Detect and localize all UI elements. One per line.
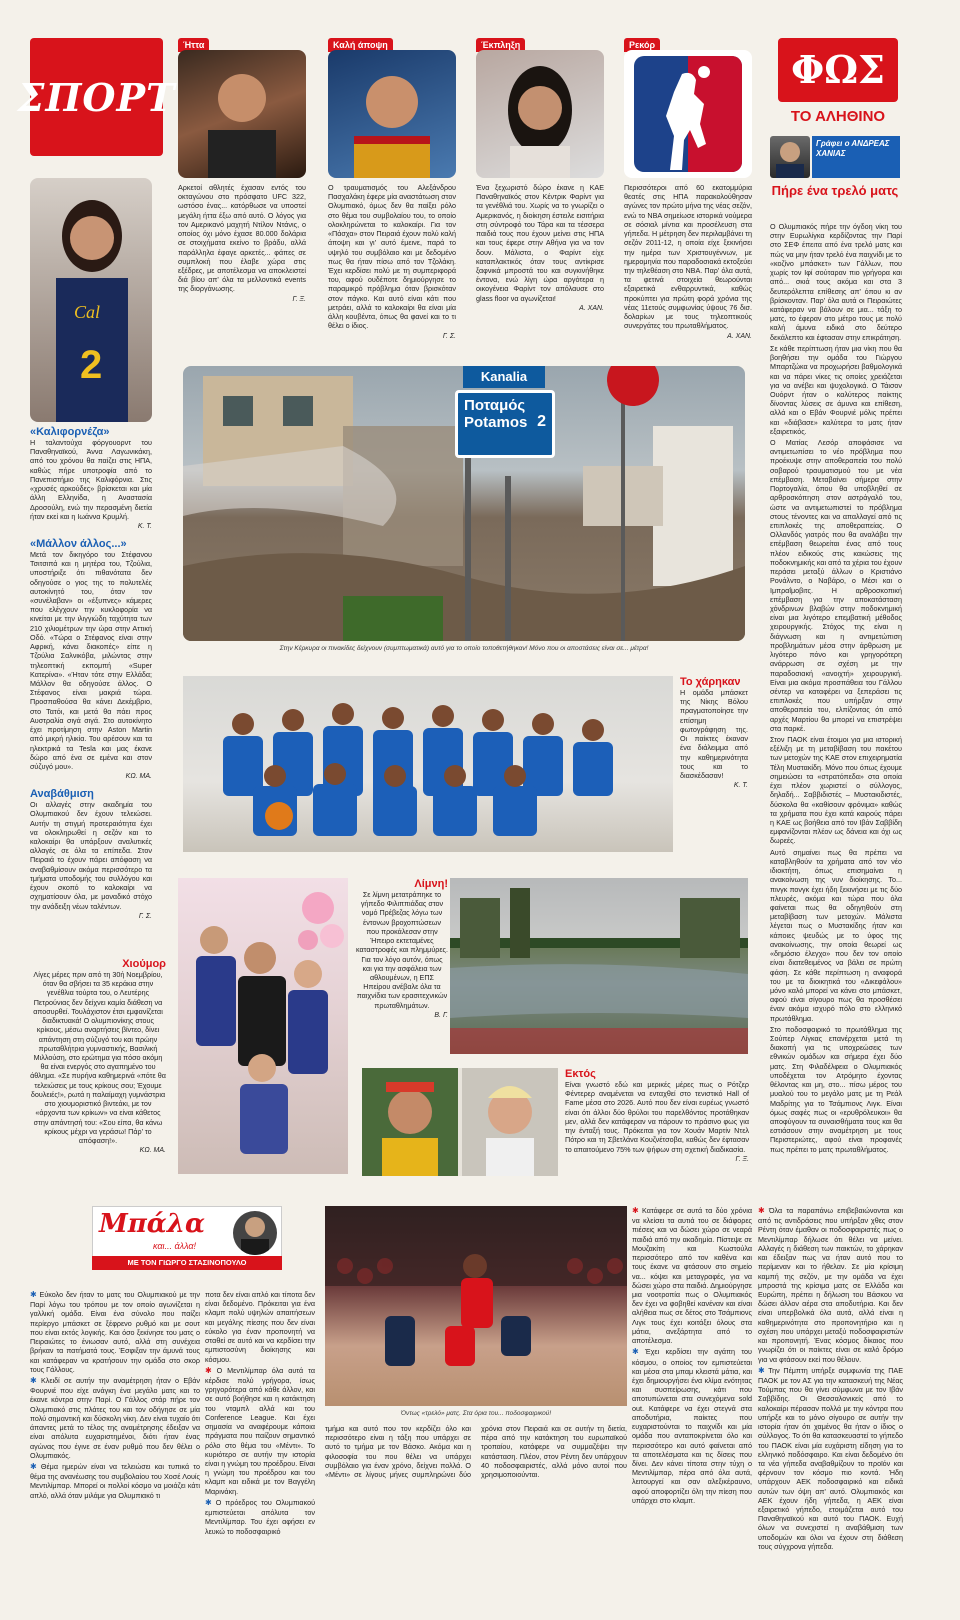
fos-subtitle: ΤΟ ΑΛΗΘΙΝΟ: [790, 108, 886, 125]
svg-text:2: 2: [80, 343, 103, 387]
article-htta: Αρκετοί αθλητές έχασαν εντός του οκταγώνου στο πρόσφατο UFC 322, ωστόσο ένας... κατόρθωσε να υποστεί μεγάλη ήττα έξω από αυτό. Ο λόγος για τον Αμερικανό μαχητή Ντίλον Ντάνις, ο οποίος όχι μόνο έχασε 80.000 δολάρια σε στοιχήματα εκείνο το βράδυ, αλλά παράλληλα έφαγε αρκετές... φάπες σε συμπλοκή που έλαβε χώρα στις εξέδρες, με αποτέλεσμα να αποκλειστεί διά βίου απ' όλα τα μελλοντικά events της διοργάνωσης. Γ. Ξ.: [178, 183, 306, 303]
mpala-col-3: τμήμα και αυτό που τον κερδίζει όλο και περισσότερο είναι η τάξη που υπάρχει σε αυτό το τμήμα με τον Βάσκο. Ακόμα και η φιλοσοφία του που θέλει να υπάρχει συμβόλαιο για έναν χρόνο, δείχνει πολλά. Ο «Μέντι» σε λίγους μήνες συμπληρώνει δύο χρόνια στον Πειραιά και σε αυτήν τη διετία, πέρα από την κατάκτηση του ευρωπαϊκού τροπαίου, κατάφερε να συμμαζέψει την κατάσταση. Πλέον, στον Ρέντη δεν υπάρχουν 40 ποδοσφαιριστές, αλλά μόνο αυτοί που χρησιμοποιούνται.: [325, 1424, 627, 1480]
road-sign-kanalia: Kanalia: [463, 366, 545, 388]
fos-logo: ΦΩΣ: [778, 38, 898, 102]
heading-charan: Το χάρηκαν: [680, 676, 741, 688]
heading-xioumor: Χιούμορ: [122, 958, 166, 970]
photo-delpotro-kuznetsova: [362, 1068, 558, 1176]
mpala-avatar: [233, 1211, 277, 1255]
photo-flood-corfu: [183, 366, 745, 641]
article-ektos: Είναι γνωστό εδώ και μερικές μέρες πως ο Ρότζερ Φέντερερ αναμένεται να ενταχθεί στο τενιστικό Hall of Fame μέσα στο 2026. Αυτό που δεν είναι ευρέως γνωστό είναι ότι άλλοι δύο θρύλοι του παρελθόντος προτάθηκαν μεν, αλλά δεν κατάφεραν να πάρουν το πράσινο φως για την ένταξή τους. Πρόκειται για τον Χουάν Μαρτίν Ντελ Πότρο και τη Σβετλάνα Κουζνέτσοβα, καθώς δεν έφτασαν το απαιτούμενο 75% των ψήφων στη σχετική διαδικασία. Γ. Ξ.: [565, 1080, 749, 1163]
heading-anavathmisi: Αναβάθμιση: [30, 788, 94, 801]
mpala-logo-text: Μπάλα: [99, 1209, 206, 1239]
xioumor-box: [30, 958, 166, 1156]
heading-kalifornesa: «Καλιφορνέζα»: [30, 426, 110, 438]
photo-olympiacos-paris: [325, 1206, 627, 1406]
article-charan: Η ομάδα μπάσκετ της Νίκης Βόλου πραγματοποίησε την επίσημη φωτογράφηση της. Οι παίκτες έκαναν ένα διάλειμμα από την καθημερινότητα τους και το διασκέδασαν! Κ. Τ.: [680, 688, 748, 790]
article-anavathmisi: Οι αλλαγές στην ακαδημία του Ολυμπιακού δεν έχουν τελειώσει. Αυτήν τη στιγμή προτεραιότητα έχει να ολοκληρωθεί η σεζόν και το καλοκαίρι θα υπάρξουν αναλυτικές αλλαγές σε όλα τα επίπεδα. Στον Πειραιά το έχουν πάρει απόφαση να αναβαθμίσουν ακόμα περισσότερο τα τμήματα υποδομής του συλλόγου και έχουν σκοπό το καλοκαίρι να σχηματίσουν όλα, με μοναδικό στόχο την ανάδειξη νέων ταλέντων. Γ. Σ.: [30, 800, 152, 920]
mpala-logo-sub: και... άλλα!: [153, 1241, 197, 1251]
tab-rekor: Ρεκόρ: [624, 38, 660, 52]
heading-ektos: Εκτός: [565, 1068, 596, 1080]
nba-logo: [624, 50, 752, 178]
left-col-text: [30, 426, 152, 922]
heading-mallon-allos: «Μάλλον άλλος...»: [30, 537, 127, 550]
photo-flooded-pitch: [450, 878, 748, 1054]
section-logo: ΣΠΟΡ Τ: [30, 38, 163, 156]
photo-team-volos: [183, 676, 673, 852]
article-xioumor: Λίγες μέρες πριν από τη 30ή Νοεμβρίου, όταν θα σβήσει τα 35 κεράκια στην γενέθλια τούρτα του, ο Λευτέρης Πετρούνιας δεν δείχνει καμία διάθεση να αποσυρθεί. Τουλάχιστον έτσι εμφανίζεται διαδικτυακά! Ο ολυμπιονίκης στους κρίκους, μέσω αναρτήσεις βίντεο, δίνει απάντηση στη σύζυγό του και πρώην πρωταθλήτρια γυμναστικής, Βασιλική Μιλλούση, στο ερώτημα για πόσο ακόμη θα είναι ενεργός στο αγαπημένο του άθλημα. «Σε πυρήνα καθημερινά «πότε θα τελειώσεις με τους κρίκους σου; Έχουμε δουλειές!», ρωτά η παλαίμαχη γυμνάστρια στο χιουμοριστικό βιντεάκι, με τον «άρχοντα των κρίκων» να είναι κάθετος στην απάντησή του: «Σου είπα, θα κάνω κρίκους μέχρι να γεράσω! Πάρ' το απόφαση!». ΚΩ. ΜΑ.: [30, 970, 166, 1155]
mpala-col-5: ✱ Όλα τα παραπάνω επιβεβαιώνονται και από τις αντιδράσεις που υπήρξαν χθες στον Ρέντη όταν έμαθαν οι ποδοσφαιριστές πως ο Μεντιλίμπαρ δήλωσε ότι θέλει να μείνει. Αλλαγές η διάθεση των παικτών, το χάρηκαν και έδειξαν πως να ήταν αυτό που το περίμεναν και το ήθελαν. Σε μία κρίσιμη καμπή της σεζόν, με την ομάδα να έχει μπροστά της κρίσιμα ματς σε Ελλάδα και Ευρώπη, πρέπει η δήλωση του Βάσκου να δώσει άλλον αέρα στα αποδυτήρια. Και δεν είναι υπερβολικά όλα αυτά, αλλά είναι η καθημερινότητα στο προπονητήριο και η σχέση που υπάρχει μεταξύ ποδοσφαιριστών και προπονητή. Ένας κόσμος δίκαιος που γνωρίζει ότι οι παίκτες είναι σε καλό δρόμο για να φτάσουν εκεί που θέλουν. ✱ Την Πέμπτη υπήρξε συμφωνία της ΠΑΕ ΠΑΟΚ με τον ΑΣ για την κατασκευή της Νέας Τούμπας που θα γίνει σύμφωνα με τον Ιβάν Σαββίδης. Οι Θεσσαλονικείς από το καλοκαίρι πέρασαν πολλά με την κόντρα που υπήρξε και το μόνο σίγουρο σε αυτήν την ιστορία ήταν ότι χαμένος θα ήταν ο ίδιος ο σύλλογος. Το ότι θα κατασκευαστεί το γήπεδο του ΠΑΟΚ είναι μία ευχάριστη είδηση για το ελληνικό ποδόσφαιρο. Και είναι δεδομένο ότι τα νέα γήπεδα αναβαθμίζουν το προϊόν και φέρνουν τον κόσμο πιο κοντά. Ήδη υπάρχουν ΑΕΚ ποδοσφαιρικό και ειδικά αυτών των όψη απ' αυτό. Ολυμπιακός και ΑΕΚ έχουν ήδη γήπεδα, η ΑΕΚ είναι εξαιρετικό γήπεδο, ετοιμάζεται αυτό του Παναθηναϊκού και αυτό του ΠΑΟΚ. Ευχή όλων να συνεχιστεί η αναβάθμιση των υποδομών και όλοι να έχουν στη διάθεση τους σύγχρονα γήπεδα.: [758, 1206, 904, 1551]
columnist-avatar: [770, 136, 810, 178]
article-kali-apopsi: Ο τραυματισμός του Αλεξάνδρου Πασχαλάκη έφερε μία αναστάτωση στον Ολυμπιακό, όμως δεν θα παίξει ρόλο στο θέμα του συμβολαίου του, το οποίο ολοκληρώνεται το καλοκαίρι. Για τον «Πάσχα» στον Πειραιά έχουν πολύ καλή άποψη και γι' αυτό έμεινε, παρά το υψηλό του συμβόλαιο και με δεδομένο πως θα ήταν πίσω από τον Τζολάκη. Έχει κερδίσει πολύ με τη συμπεριφορά του, αφού ουδέποτε δημιούργησε το παραμικρό πρόβλημα όταν βρισκόταν στον πάγκο. Και αυτό είναι κάτι που μετράει, αλλά το καλοκαίρι θα είναι μία άλλη κουβέντα, όπως θα φανεί και το τι θέλει ο ίδιος. Γ. Σ.: [328, 183, 456, 340]
mpala-col-1: ✱ Εύκολο δεν ήταν το ματς του Ολυμπιακού με την Παρί λόγω του τρόπου με τον οποίο αγωνίζεται η γαλλική ομάδα. Είναι ένα σύνολο που παίζει περίεργο μπάσκετ σε ξέφρενο ρυθμό και με σουτ που είναι εκτός λογικής. Και όσο ξεκίνησε του ματς ο Πειραιώτες το ένιωσαν αυτό, αλλά στη συνέχεια βρήκαν τα πατήματά τους. Έσφιξαν την άμυνά τους και κατάφεραν να κρατήσουν την ομάδα στο σκορ τους Γάλλους. ✱ Κλειδί σε αυτήν την αναμέτρηση ήταν ο Εβάν Φουρνιέ που είχε ανάγκη ένα μεγάλο ματς και το έκανε κόντρα στην Παρί. Ο Γάλλος στάρ πήρε τον Ολυμπιακό στις πλάτες του και τον οδήγησε σε μία πολύ σημαντική και δύσκολη νίκη. Δεν είναι τυχαίο ότι άπαντες μετά το τέλος της αναμέτρησης έδειξαν να είναι απόλυτα ευχαριστημένοι, διότι ήταν ένας αγώνας που έγινε σε έναν ρυθμό που δεν θέλει ο Ολυμπιακός. ✱ Θέμα ημερών είναι να τελειώσει και τυπικά το θέμα της ανανέωσης του συμβολαίου του Χοσέ Λουίς Μεντιλίμπαρ. Μπορεί οι πολλοί κόσμο να μοιάζει κάτι απλό, αλλά όταν μιλάμε για Ολυμπιακό τι: [30, 1290, 201, 1500]
mpala-byline: ΜΕ ΤΟΝ ΓΙΩΡΓΟ ΣΤΑΣΙΝΟΠΟΥΛΟ: [92, 1256, 282, 1270]
fos-article-body: Ο Ολυμπιακός πήρε την όγδοη νίκη του στην Ευρωλίγκα κερδίζοντας την Παρί στο ΣΕΦ έπειτα από ένα τρελό ματς και πώς να μην ήταν τρελό ένα παιχνίδι με το «κοζίνο μπάσκετ» των Γάλλων, που χωρίς τον Ιφί σούταραν πιο γρήγορα και από... σκιά τους ακόμα και στα 3 δευτερόλεπτα επίθεσης απ' όπου κι αν βρίσκονταν. Παρ' όλα αυτά οι Πειραιώτες κατάφεραν να βάλουν σε μια... τάξη το ματς, το έφεραν στο μέτρο τους με πολύ καλή άμυνα ειδικά στο δεύτερο δεκάλεπτο και έφτασαν στην επικράτηση. Σε κάθε περίπτωση ήταν μια νίκη που θα βοηθήσει την ομάδα του Γιώργου Μπαρτζώκα να προχωρήσει βαθμολογικά και να πάρει νίκες τις οποίες χρειάζεται για να ανέβει και ψυχολογικά. Ο Τάισον Ουόρντ ήταν ο καλύτερος παίκτης δίνοντας λύσεις σε άμυνα και επίθεση, αλλά και ο Εβάν Φουρνιέ μόλις πρέπει και «διάβασε» καλύτερα το ματς ήταν εξαιρετικός. Ο Ματίας Λεσόρ αποφάσισε να αντιμετωπίσει το νέο πρόβλημα που προέκυψε στην αποθεραπεία του πολύ σοβαρού τραυματισμού του με νέα επέμβαση. Μεταβαίνει σήμερα στην Πορτογαλία, όπου θα υποβληθεί σε αρθροσκόπηση στον αστράγαλό του, ώστε να αντιμετωπιστεί το πρόβλημα στους τένοντες και να απαλλαγεί από τις επιπλοκές της αποθεραπείας. Ο Ολλανδός γιατρός που θα αναλάβει την επέμβαση θεωρείται ένας από τους πλέον ειδικούς στις κακώσεις της ποδοκνημικής και από τα χέρια του έχουν περάσει μεταξύ άλλων ο Κριστιάνο Ρονάλντο, ο Ναβάρο, ο Μέσι και ο Ιμπραΐμοβιτς. Η αρθροσκοπική επέμβαση για την αποκατάσταση χόνδρινων βλαβών στην ποδοκνημική είναι μια λιγότερο επεμβατική μέθοδος χειρουργικής. Στόχος της είναι η διάγνωση και η αντιμετώπιση προβλημάτων μέσα στην άρθρωση με λιγότερο πόνο και γρηγορότερη ανάρρωση σε σχέση με την παραδοσιακή «ανοιχτή» χειρουργική. Είναι μια ακόμα προσπάθεια του Γάλλου σέντερ να καταφέρει να ξεπεράσει τις επιπλοκές που υπήρξαν στην αποθεραπεία του, ελπίζοντας ότι από αρχές Μαρτίου θα μπορεί να επιστρέψει στα παρκέ. Στον ΠΑΟΚ είναι έτοιμοι για μια ιστορική εξέλιξη με τη μεταβίβαση του πακέτου των μετοχών της ΚΑΕ στον επιχειρηματία Τέλη Μυστακίδη. Μόνο που όπως έχουμε σημειώσει τα «στρατόπεδα» στα οποία έχει πλέον χωριστεί ο σύλλογος, δηλαδή... Σαββιδιστές – Μυστακιδιστές, δύσκολα θα «καθίσουν φρόνιμα» καθώς τα χρήματα που έχει κατά καιρούς πάρει η ΚΑΕ ως βοήθεια από τον Ιβάν Σαββίδη εμφανίζονται πλέον ως δάνεια και όχι ως δωρεές. Αυτό σημαίνει πως θα πρέπει να καταβληθούν τα χρήματα από τον νέο ιδιοκτήτη, όπως επισημαίνει η ανακοίνωση της νυν διοίκησης. Το... πινγκ πονγκ έχει ήδη ξεκινήσει με τις δύο πλευρές, ακόμα και τώρα που όλα φαίνεται πως θα οδηγηθούν στη μεταβίβαση των μετοχών. Μάλιστα λέγεται πως ο Μυστακίδης ήταν και κάποιες ψευδώς με το ύφος της ανακοίνωσης, την οποία θεωρεί ως «δημόσιο έλεγχο» που δεν τον οποίο είναι διατεθειμένος να βάλει σε πρώτη φάση. Σε κάθε περίπτωση η αναφορά του με τα διοικητικά του «Δικεφάλου» μόνο καλό μπορεί να κάνει στο μπάσκετ, αφού είναι σίγουρο πως θα προσθέσει έναν ακόμα ισχυρό πόλο στο ελληνικό πρωτάθλημα. Στο ποδοσφαιρικό το πρωτάθλημα της Σούπερ Λίγκας επανέρχεται μετά τη διακοπή για τις υποχρεώσεις των εθνικών ομάδων και σήμερα έχει δύο ματς. Στη Φιλαδέλφεια ο Ολυμπιακός υποδέχεται τον Ατρόμητο έχοντας θέλοντας και μη, στο... πίσω μέρος του μυαλού του το μεγάλο ματς με τη Ρεάλ Μαδρίτης για το Τσάμπιονς Λιγκ. Είναι όμως σαφές πως οι «ερυθρόλευκοι» θα αποφύγουν τα συναισθήματα τους και θα εστιάσουν στην αναμέτρηση με τους Περιστεριώτες, αφού είναι προφανές πως πρέπει το ματς πρωταθλήματος.: [770, 222, 902, 1154]
tab-kali-apopsi: Καλή άποψη: [328, 38, 393, 52]
road-sign-potamos: Ποταμός Potamos 2: [455, 390, 555, 458]
article-ekplixi: Ένα ξεχωριστό δώρο έκανε η ΚΑΕ Παναθηναϊκός στον Κέντρικ Φαρίντ για τα γενέθλιά του. Χωρίς να το γνωρίζει ο Αμερικανός, η διοίκηση έστειλε εισιτήρια στη σύντροφό του Τάρα και τα τέσσερα παιδιά τους που έχουν μείνει στις ΗΠΑ και τους έφερε στην Αθήνα για να τον δουν. Μάλιστα, ο Φαρίντ είχε καταπλακτικός όταν τους αντίκρισε ξαφνικά μπροστά του και συγκινήθηκε έντονα, ενώ λίγη ώρα αργότερα η οικογένεια Φαρίντ τον απόλαυσε στο glass floor να αγωνίζεται! Α. ΧΑΝ.: [476, 183, 604, 312]
charan-box: [680, 676, 748, 791]
caption-olympiacos: Όντως «τρελό» ματς. Στα όρια του... ποδοσφαιρικού!: [400, 1410, 552, 1417]
article-mallon-allos: Μετά τον δικηγόρο του Στέφανου Τσιτσιπά και η μητέρα του, Τζούλια, υποστήριξε ότι πιθανότατα δεν οδηγούσε ο γιος της το πολυτελές αυτοκίνητό του, όταν τον «συνέλαβαν» οι «έξυπνες» κάμερες που ελέγχουν την κυκλοφορία να κινείται με την ιλιγγιώδη ταχύτητα των 210 χιλιομέτρων την ώρα στην Αττική Οδό. «Τώρα ο Στέφανος είναι στην Αφρική, κάνει διακοπές» είπε η Τζούλια Σαλνικόβα, μιλώντας στην τηλεοπτική εκπομπή «Super Κατερίνα». «Ήταν τότε στην Ελλάδα; Μάλλον θα οδηγούσε άλλος. Ο Στέφανος είναι μακριά τώρα. Προσπαθούσα θα κάνει Δεκέμβριο, στο Τατόι, και μετά θα πάει προς Αυστραλία σιγά σιγά. Στο αυτοκίνητο έχει προτίμηση στην Aston Martin από μικρή ηλικία. Του αρέσουν και τα ηλεκτρικά τα Tesla και μας έκανε δώρο από ένα σε εμένα και στον σύζυγό μου». ΚΩ. ΜΑ.: [30, 549, 152, 781]
photo-fighter: [178, 50, 306, 178]
heading-limni: Λίμνη!: [414, 878, 448, 890]
photo-petrounias-family: [178, 878, 348, 1174]
limni-box: [356, 878, 448, 1021]
svg-text:Cal: Cal: [74, 302, 101, 322]
tab-ekplixi: Έκπληξη: [476, 38, 525, 52]
photo-footballer: [328, 50, 456, 178]
mpala-col-2: ποτα δεν είναι απλό και τίποτα δεν είναι δεδομένο. Πρόκειται για ένα κλαμπ πολύ υψηλών απαιτήσεων και μεγάλης πίεσης που δεν είναι εύκολο για έναν προπονητή να σταθεί σε αυτό και να κερδίσει την εμπιστοσύνη διοίκησης και κόσμου. ✱ Ο Μεντιλίμπαρ όλα αυτά τα κέρδισε πολύ γρήγορα, ίσως γρηγορότερα από κάθε άλλον, και σε αυτό βοήθησε και η κατάκτηση του νταμπλ αλλά και του Conference League. Και έχει σημασία να αναφέρουμε κάποια πράγματα που παίζουν σημαντικό ρόλο στο θέμα του «Μέντι». Το κυριότερο σε αυτήν την ιστορία είναι η γνώμη του προέδρου. Είναι η γνώμη του προέδρου και του κλαμπ και ειδικά με τον Βαγγέλη Μαρινάκη. ✱ Ο πρόεδρος του Ολυμπιακού εμπιστεύεται απόλυτα τον Μεντιλίμπαρ. Του έχει αφήσει εν λευκώ το ποδοσφαιρικό: [205, 1290, 316, 1536]
article-limni: Σε λίμνη μετατράπηκε το γήπεδο Φιλιππιάδας στον νομό Πρέβεζας λόγω των έντονων βροχοπτώσεων που προκάλεσαν στην Ήπειρο εκτεταμένες καταστροφές και πλημμύρες. Για τον λόγο αυτόν, όπως και για την ασφάλεια των αθλουμένων, η ΕΠΣ Ηπείρου ανέβαλε όλα τα παιχνίδια των ερασιτεχνικών πρωταθλημάτων. Β. Γ.: [356, 890, 449, 1019]
tab-htta: Ήττα: [178, 38, 209, 52]
photo-basketball-player: [30, 178, 152, 422]
article-kalifornesa: Η ταλαντούχα φόργουορντ του Παναθηναϊκού, Άννα Λαγωνικάκη, από του χρόνου θα παίζει στις ΗΠΑ, καθώς πήρε υποτροφία από το Πανεπιστήμιο της Καλιφόρνια. Στις «χρυσές αρκούδες» βρίσκεται και μία άλλη Ελληνίδα, η Αναστασία Δροσούλη, ενώ την περασμένη διετία ήταν εκεί και η Ιωάννα Κρυμλή. Κ. Τ.: [30, 438, 152, 530]
article-rekor: Περισσότεροι από 60 εκατομμύρια θεατές στις ΗΠΑ παρακολούθησαν αγώνες τον πρώτο μήνα της νέας σεζόν, ενώ το NBA σημείωσε ιστορικά νούμερα σε σόσιαλ μίντια και προσέλευση στα γήπεδα. Η μέτρηση δεν περιλαμβάνει τη σεζόν 2011-12, η οποία είχε ξεκινήσει την ημέρα των Χριστουγέννων, με ημερομηνία που παραδοσιακά εκτοξεύει την τηλεθέαση στο NBA. Παρ' όλα αυτά, τα φετινά στοιχεία θεωρούνται εξαιρετικά ενθαρρυντικά, καθώς προκύπτει για πρώτη φορά χρόνια της νέας 11ετούς συμφωνίας ύψους 76 δισ. δολαρίων με τους τηλεοπτικούς συνεργάτες του πρωταθλήματος. Α. ΧΑΝ.: [624, 183, 752, 340]
mpala-col-4: ✱ Κατάφερε σε αυτά τα δύο χρόνια να κλείσει τα αυτιά του σε διάφορες πιέσεις και να δώσει χώρο σε νεαρά παιδιά από την ακαδημία. Πίστεψε σε Μουζακίτη και Κωστούλα περισσότερο από τον καθένα και τους έκανε να φτάσουν στο σημείο να... κόψει και μεταγραφές, για να δώσει χώρο στα παιδιά. Δημιούργησε μια νοοτροπία πως ο Ολυμπιακός δεν έχει να φοβηθεί κανέναν και είναι αλήθεια πως σε δέτος στο Τσάμπιονς Λιγκ τους έχει κοιτάξει όλους στα μάτια, ανεξάρτητα από το αποτέλεσμα. ✱ Έχει κερδίσει την αγάπη του κόσμου, ο οποίος τον εμπιστεύεται και μέσα στα μπαμ κλειστά μάτια, και έχει δημιουργήσει ένα κλίμα ενότητας και συσπείρωσης, κάτι που αποτυπώνεται στα συνεχόμενα sold out. Κατάφερε να έχει στεγνά στα αποδυτήρια, παίκτες που ευχαριστούνται το παιχνίδι και μία ομάδα που ανταποκρίνεται όλο και περισσότερο και αυτό φαίνεται από τα αποτελέσματα και τις δίσεις που δίνει. Δεν κάνει τίποτα στην τύχη ο Μεντιλίμπαρ, πέρα από όλα αυτά, λειτουργεί και σαν αλεξικέραυνο, αφού αποφορτίζει όλη την πίεση που υπάρχει στο κλαμπ.: [632, 1206, 752, 1505]
photo-woman: [476, 50, 604, 178]
fos-byline: Γράφει ο ΑΝΔΡΕΑΣ ΧΑΝΙΑΣ: [812, 136, 900, 178]
ektos-box: [565, 1068, 749, 1165]
caption-flood: Στην Κέρκυρα οι πινακίδες δείχνουν (συμπτωματικά) αυτό για το οποίο τοποθετήθηκαν! Μόνο που οι αποστάσεις είναι σε... μέτρα!: [279, 645, 649, 652]
fos-title: Πήρε ένα τρελό ματς: [771, 183, 899, 198]
